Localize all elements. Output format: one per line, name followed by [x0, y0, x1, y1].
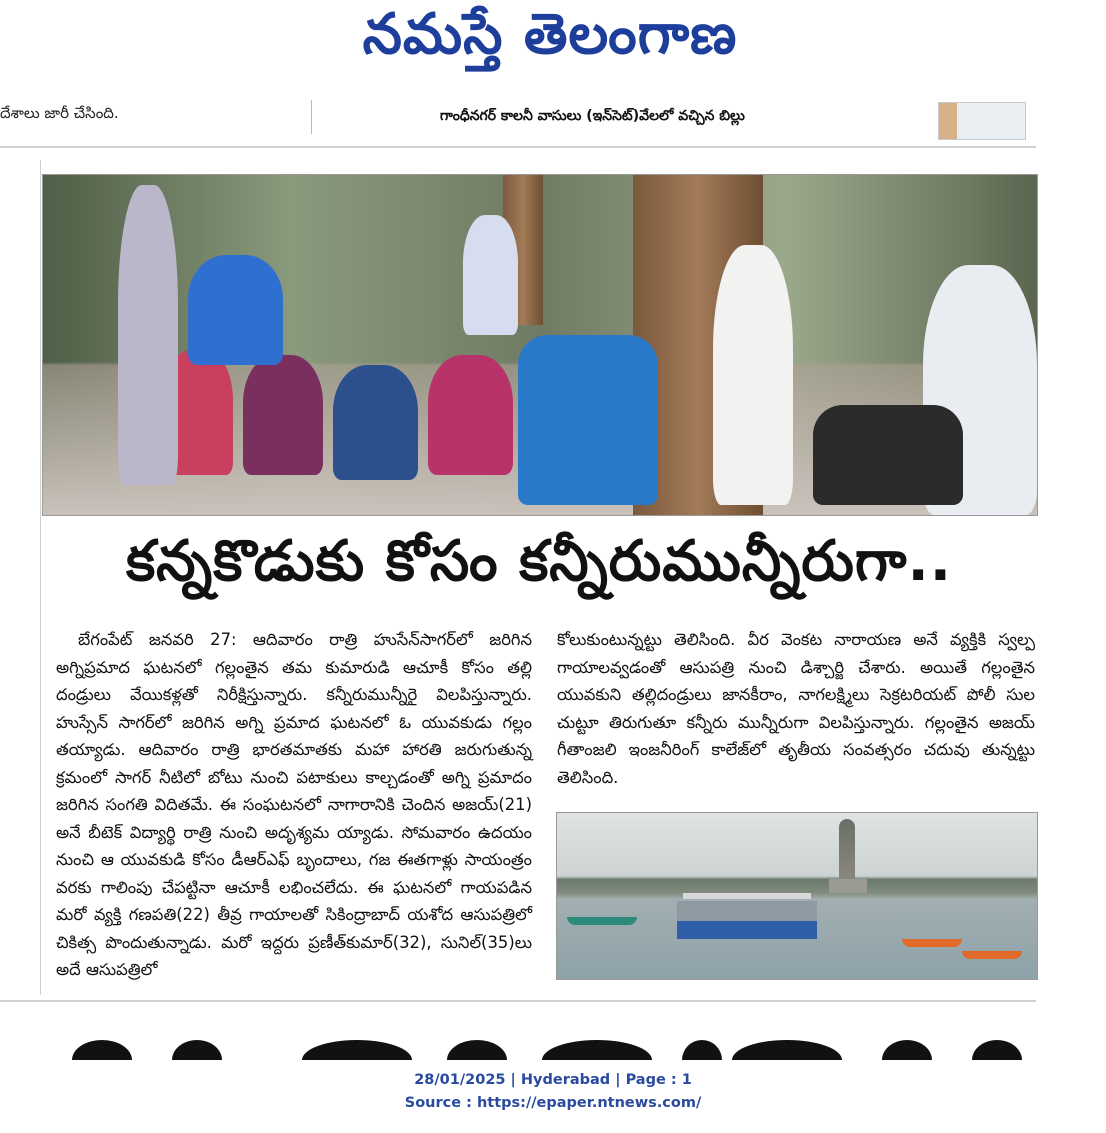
previous-article-fragment: దేశాలు జారీ చేసింది.: [0, 104, 119, 122]
rescue-boat: [567, 917, 637, 925]
newspaper-masthead: నమస్తే తెలంగాణ: [362, 1, 738, 67]
article-column-left: [56, 626, 532, 984]
rescue-boat: [962, 951, 1022, 959]
person-figure: [243, 355, 323, 475]
horizontal-rule: [0, 1000, 1036, 1002]
inset-bill-photo: [938, 102, 1026, 140]
scooter: [518, 335, 658, 505]
column-divider: [311, 100, 312, 134]
glyph-fragment: [882, 1040, 932, 1060]
person-figure: [463, 215, 518, 335]
page-footer-source: Source : https://epaper.ntnews.com/: [404, 1095, 702, 1111]
statue-pedestal: [829, 879, 867, 893]
news-photo-lake-search: [556, 812, 1038, 980]
ferry-boat: [677, 893, 817, 939]
person-figure: [428, 355, 513, 475]
glyph-fragment: [302, 1040, 412, 1060]
photo-caption: గాంధీనగర్ కాలనీ వాసులు (ఇన్‌సెట్)వేలలో వచ్చిన బిల్లు: [440, 108, 745, 124]
glyph-fragment: [682, 1040, 722, 1060]
article-headline: కన్నకొడుకు కోసం కన్నీరుమున్నీరుగా..: [125, 528, 953, 594]
person-figure: [333, 365, 418, 480]
news-photo-waiting-families: [42, 174, 1038, 516]
ferry-hull: [677, 921, 817, 939]
person-figure: [118, 185, 178, 485]
article-body-text: బేగంపేట్ జనవరి 27: ఆదివారం రాత్రి హుసేన్‌సాగర్‌లో జరిగిన అగ్నిప్రమాద ఘటనలో గల్లంతైన తమ కుమారుడి ఆచూకీ కోసం తల్లి దండ్రులు వేయికళ్లతో నిరీక్షిస్తున్నారు. కన్నీరుమున్నీరై విలపిస్తున్నారు. హుస్సేన్ సాగర్‌లో జరిగిన అగ్ని ప్రమాద ఘటనలో ఓ యువకుడు గల్లం తయ్యాడు. ఆదివారం రాత్రి భారతమాతకు మహా హారతి జరుగుతున్న క్రమంలో సాగర్ నీటిలో బోటు నుంచి పటాకులు కాల్చడంతో అగ్ని ప్రమాదం జరిగిన సంగతి విదితమే. ఈ సంఘటనలో నాగారానికి చెందిన అజయ్(21) అనే బీటెక్ విద్యార్థి రాత్రి నుంచి అదృశ్యమ య్యాడు. సోమవారం ఉదయం నుంచి ఆ యువకుడి కోసం డీఆర్ఎఫ్ బృందాలు, గజ ఈతగాళ్లు సాయంత్రం వరకు గాలింపు చేపట్టినా ఆచూకీ లభించలేదు. ఈ ఘటనలో గాయపడిన మరో వ్యక్తి గణపతి(22) తీవ్ర గాయాలతో సికింద్రాబాద్ యశోద ఆసుపత్రిలో చికిత్స పొందుతున్నాడు. మరో ఇద్దరు ప్రణీత్‌కుమార్(32), సునిల్(35)లు అదే ఆసుపత్రిలో: [56, 630, 532, 979]
person-figure: [188, 255, 283, 365]
glyph-fragment: [972, 1040, 1022, 1060]
person-figure: [713, 245, 793, 505]
glyph-fragment: [732, 1040, 842, 1060]
motorcycle: [813, 405, 963, 505]
rescue-boat: [902, 939, 962, 947]
article-column-right: [557, 626, 1035, 791]
page-footer-date: 28/01/2025 | Hyderabad | Page : 1: [414, 1072, 692, 1088]
cutoff-next-headline: [42, 1030, 1036, 1060]
vertical-rule: [40, 160, 41, 995]
glyph-fragment: [447, 1040, 507, 1060]
glyph-fragment: [172, 1040, 222, 1060]
glyph-fragment: [72, 1040, 132, 1060]
article-body-text: కోలుకుంటున్నట్టు తెలిసింది. వీర వెంకట నారాయణ అనే వ్యక్తికి స్వల్ప గాయాలవ్వడంతో ఆసుపత్రి నుంచి డిశ్చార్జి చేశారు. అయితే గల్లంతైన యువకుని తల్లిదండ్రులు జానకీరాం, నాగలక్ష్మిలు సెక్రటరియట్ పోలీ సుల చుట్టూ తిరుగుతూ కన్నీరు మున్నీరుగా విలపిస్తున్నారు. గల్లంతైన అజయ్ గీతాంజలి ఇంజనీరింగ్ కాలేజ్‌లో తృతీయ సంవత్సరం చదువు తున్నట్టు తెలిసింది.: [557, 630, 1035, 787]
ferry-deck: [677, 901, 817, 921]
horizontal-rule: [0, 146, 1036, 148]
ferry-roof: [683, 893, 811, 899]
glyph-fragment: [542, 1040, 652, 1060]
